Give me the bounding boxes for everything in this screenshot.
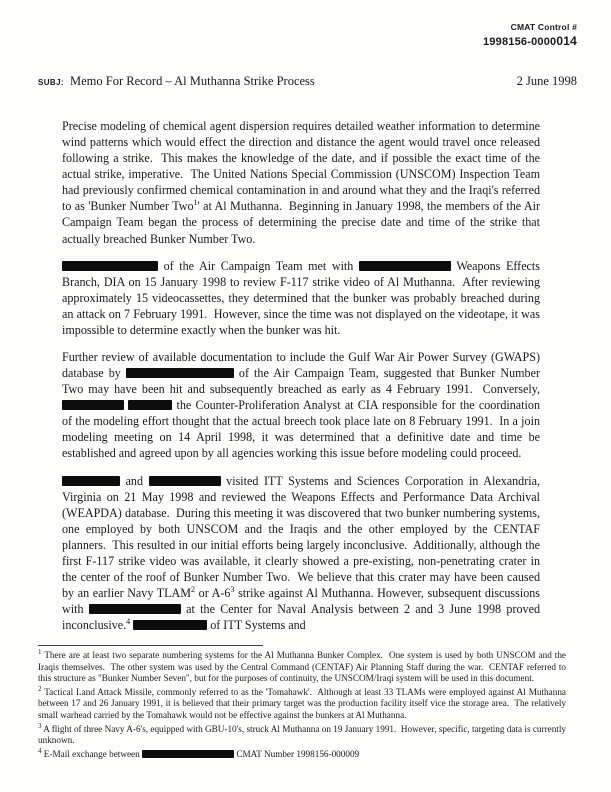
redaction-block xyxy=(359,261,451,271)
subject-label: SUBJ: xyxy=(38,78,65,87)
footnote-4: $^4$ E-Mail exchange between CMAT Number 1998156-000009 xyxy=(38,746,360,759)
footnote-marker: 1 xyxy=(38,647,42,656)
footnote-separator xyxy=(38,645,263,646)
redaction-block xyxy=(149,476,221,486)
redaction-block xyxy=(62,261,158,271)
footnote-ref-1: 1 xyxy=(193,198,198,208)
document-date: 2 June 1998 xyxy=(516,74,577,88)
control-number-prefix: 1998156-0000 xyxy=(483,36,557,49)
paragraph-1: Precise modeling of chemical agent dispersion requires detailed weather information to determine wind patterns which would effect the direction and distance the agent would travel once released following a strike. This makes the knowledge of the date, and if possible the exact time of the actual strike, imperative. The United Nations Special Commission (UNSCOM) Inspection Team had previously confirmed chemical contamination in and around what they and the Iraqi's referred to as 'Bunker Number Two$^1$' at Al Muthanna. Beginning in January 1998, the members of the Air Campaign Team began the process of determining the precise date and time of the strike that actually breached Bunker Number Two. xyxy=(62,119,540,246)
control-number-label: CMAT Control # xyxy=(510,22,577,32)
subject-title: Memo For Record – Al Muthanna Strike Process xyxy=(70,74,315,88)
subject-line xyxy=(38,74,577,89)
redaction-block xyxy=(133,620,207,630)
footnote-marker: 3 xyxy=(38,721,42,730)
paragraph-2: of the Air Campaign Team met with Weapons Effects Branch, DIA on 15 January 1998 to review F-117 strike video of Al Muthanna. After reviewing approximately 15 videocassettes, they determined that the bunker was probably breached during an attack on 7 February 1991. However, since the time was not displayed on the videotape, it was impossible to determine exactly when the bunker was hit. xyxy=(62,258,540,337)
control-number-suffix: 014 xyxy=(556,34,577,49)
footnote-1: $^1$ There are at least two separate numbering systems for the Al Muthanna Bunker Complex. One system is used by both UNSCOM and the Iraqis themselves. The other system was used by the Central Command (CENTAF) Air Planning Staff during the war. CENTAF referred to this structure as "Bunker Number Seven", but for the purposes of continuity, the UNSCOM/Iraqi system will be used in this document. xyxy=(38,647,566,684)
redaction-block xyxy=(89,604,181,614)
redaction-block xyxy=(142,750,234,758)
footnote-ref-4: 4 xyxy=(126,617,131,627)
document-body xyxy=(62,118,540,644)
footnote-ref-3: 3 xyxy=(230,585,235,595)
footnote-marker: 4 xyxy=(38,746,42,755)
redaction-block xyxy=(128,400,172,410)
footnote-3: $^3$ A flight of three Navy A-6's, equipped with GBU-10's, struck Al Muthanna on 19 January 1991. However, specific, targeting data is currently unknown. xyxy=(38,721,566,746)
redaction-block xyxy=(126,368,234,378)
footnote-marker: 2 xyxy=(38,684,42,693)
footnote-2: $^2$ Tactical Land Attack Missile, commonly referred to as the 'Tomahawk'. Although at least 33 TLAMs were employed against Al Muthanna between 17 and 26 January 1991, it is believed that their primary target was the production facility itself vice the storage area. The relatively small warhead carried by the Tomahawk would not be effective against the bunkers at Al Muthanna. xyxy=(38,684,566,720)
paragraph-3: Further review of available documentation to include the Gulf War Air Power Survey (GWAPS) database by of the Air Campaign Team, suggested that Bunker Number Two may have been hit and subsequently breached as early as 4 February 1991. Conversely, the Counter-Proliferation Analyst at CIA responsible for the coordination of the modeling effort thought that the actual breech took place late on 8 February 1991. In a join modeling meeting on 14 April 1998, it was determined that a definitive date and time be established and agreed upon by all agencies working this issue before modeling could proceed. xyxy=(62,350,540,461)
paragraph-4: and visited ITT Systems and Sciences Corporation in Alexandria, Virginia on 21 May 1998 and reviewed the Weapons Effects and Performance Data Archival (WEAPDA) database. During this meeting it was discovered that two bunker numbering systems, one employed by both UNSCOM and the Iraqis and the other employed by the CENTAF planners. This resulted in our initial efforts being largely inconclusive. Additionally, although the first F-117 strike video was available, it clearly showed a pre-existing, non-penetrating crater in the center of the roof of Bunker Number Two. We believe that this crater may have been caused by an earlier Navy TLAM$^2$ or $A-6^3$ strike against Al Muthanna. However, subsequent discussions with at the Center for Naval Analysis between 2 and 3 June 1998 proved inconclusive.$^4$ of ITT Systems and xyxy=(62,473,541,633)
footnote-ref-2: 2 xyxy=(191,585,196,595)
redaction-block xyxy=(62,476,120,486)
control-number-block xyxy=(483,22,577,50)
footnote-section xyxy=(38,647,566,762)
control-number-value xyxy=(483,33,577,50)
redaction-block xyxy=(62,400,124,410)
